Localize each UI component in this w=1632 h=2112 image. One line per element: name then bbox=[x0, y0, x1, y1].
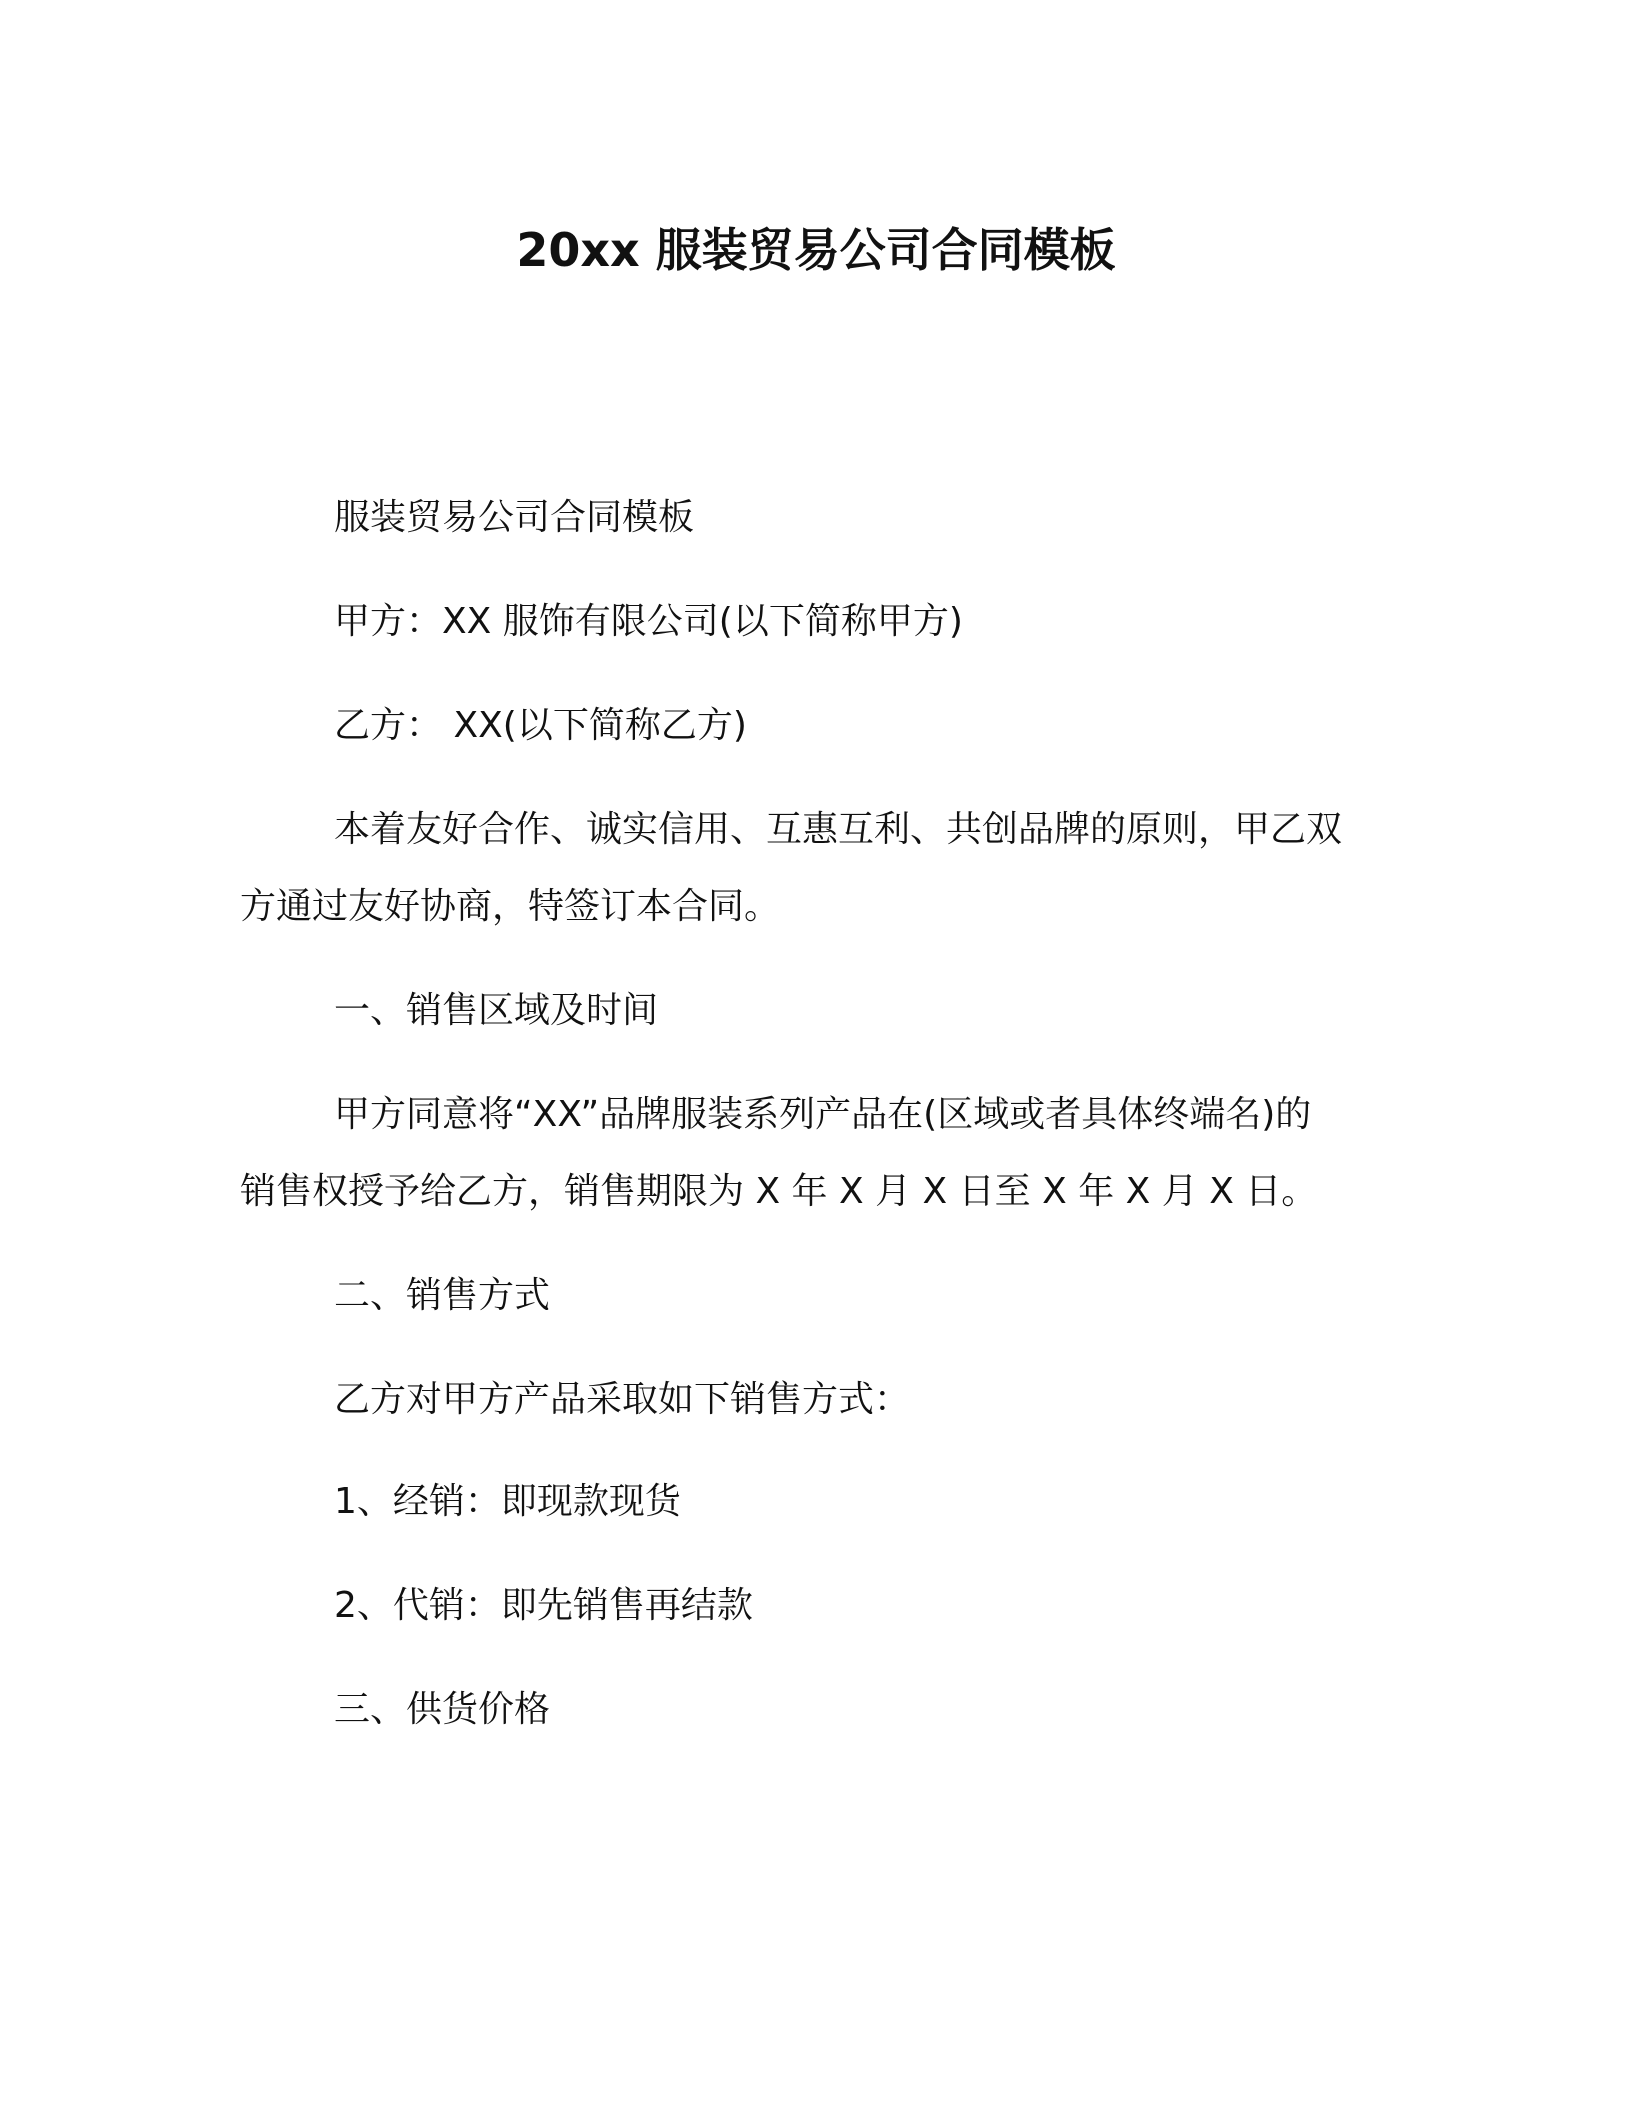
section-1-line-1: 甲方同意将“XX”品牌服装系列产品在(区域或者具体终端名)的 bbox=[334, 1094, 1312, 1135]
section-2-item-2: 2、代销：即先销售再结款 bbox=[334, 1585, 753, 1626]
party-a-line: 甲方：XX 服饰有限公司(以下简称甲方) bbox=[334, 601, 963, 642]
section-2-item-1: 1、经销：即现款现货 bbox=[334, 1481, 681, 1522]
section-1-heading: 一、销售区域及时间 bbox=[334, 990, 659, 1031]
section-1-line-2: 销售权授予给乙方，销售期限为 X 年 X 月 X 日至 X 年 X 月 X 日。 bbox=[240, 1171, 1318, 1212]
section-2-heading: 二、销售方式 bbox=[334, 1275, 551, 1316]
section-3-heading: 三、供货价格 bbox=[334, 1689, 551, 1730]
document-subtitle: 服装贸易公司合同模板 bbox=[334, 497, 695, 538]
preamble-line-1: 本着友好合作、诚实信用、互惠互利、共创品牌的原则，甲乙双 bbox=[334, 809, 1343, 850]
party-b-line: 乙方： XX(以下简称乙方) bbox=[334, 705, 747, 746]
document-title: 20xx 服装贸易公司合同模板 bbox=[516, 223, 1116, 277]
section-2-intro: 乙方对甲方产品采取如下销售方式： bbox=[334, 1379, 911, 1420]
preamble-line-2: 方通过友好协商，特签订本合同。 bbox=[240, 886, 781, 927]
